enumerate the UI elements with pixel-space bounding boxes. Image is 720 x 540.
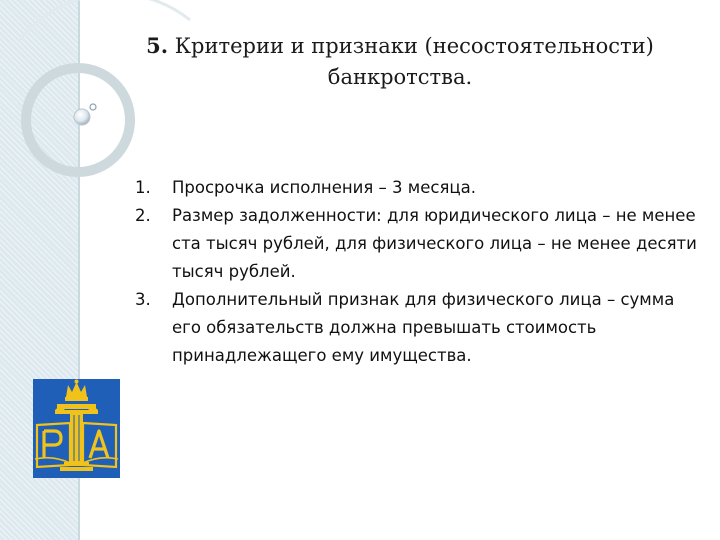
criteria-list — [135, 174, 700, 370]
item-text: Просрочка исполнения – 3 месяца. — [172, 178, 476, 197]
item-marker: 3. — [135, 290, 151, 309]
criteria-item — [135, 174, 700, 202]
title-line-1 — [120, 30, 680, 62]
item-text: Дополнительный признак для физического лица – сумма его обязательств должна превышать стоимость принадлежащего ему имущества. — [172, 290, 675, 365]
item-marker: 2. — [135, 206, 151, 225]
title-line-2: банкротства. — [327, 65, 473, 89]
title-number: 5. — [146, 33, 169, 58]
item-marker: 1. — [135, 178, 151, 197]
small-ball — [74, 109, 90, 125]
item-text: Размер задолженности: для юридического лица – не менее ста тысяч рублей, для физического лица – не менее десяти тысяч рублей. — [172, 206, 697, 281]
academy-logo-icon — [33, 379, 120, 478]
title-text: Критерии и признаки (несостоятельности) — [174, 34, 654, 58]
tiny-ring — [90, 104, 96, 110]
criteria-item — [135, 202, 700, 286]
criteria-item — [135, 286, 700, 370]
slide-title — [120, 30, 680, 93]
